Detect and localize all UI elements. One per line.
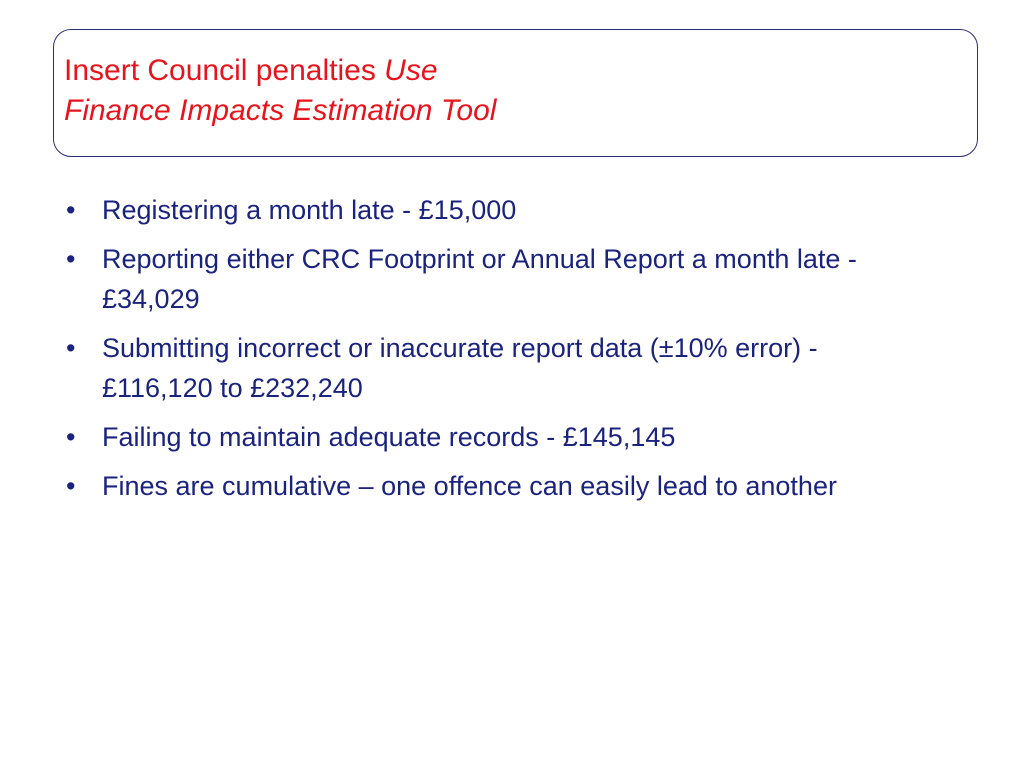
- bullet-item: [66, 328, 926, 408]
- bullet-marker: •: [66, 244, 76, 274]
- bullet-marker: •: [66, 195, 76, 225]
- bullet-marker: •: [66, 471, 76, 501]
- bullet-list: [66, 190, 926, 515]
- bullet-item: [66, 239, 926, 319]
- bullet-text: Failing to maintain adequate records - £145,145: [102, 422, 676, 452]
- title-part-2: Use: [384, 54, 438, 87]
- title-box: [53, 29, 978, 157]
- title-part-1: Insert Council penalties: [64, 54, 385, 87]
- title-part-3: Finance Impacts Estimation Tool: [64, 94, 497, 127]
- bullet-item: [66, 190, 926, 230]
- bullet-marker: •: [66, 333, 76, 363]
- bullet-marker: •: [66, 422, 76, 452]
- slide-title: [64, 51, 496, 131]
- bullet-item: [66, 466, 926, 506]
- bullet-text: Fines are cumulative – one offence can easily lead to another: [102, 471, 837, 501]
- title-line-2: [64, 91, 496, 131]
- bullet-text: Submitting incorrect or inaccurate report data (±10% error) - £116,120 to £232,240: [102, 333, 818, 403]
- bullet-item: [66, 417, 926, 457]
- bullet-text: Registering a month late - £15,000: [102, 195, 517, 225]
- bullet-text: Reporting either CRC Footprint or Annual Report a month late - £34,029: [102, 244, 857, 314]
- title-line-1: [64, 51, 496, 91]
